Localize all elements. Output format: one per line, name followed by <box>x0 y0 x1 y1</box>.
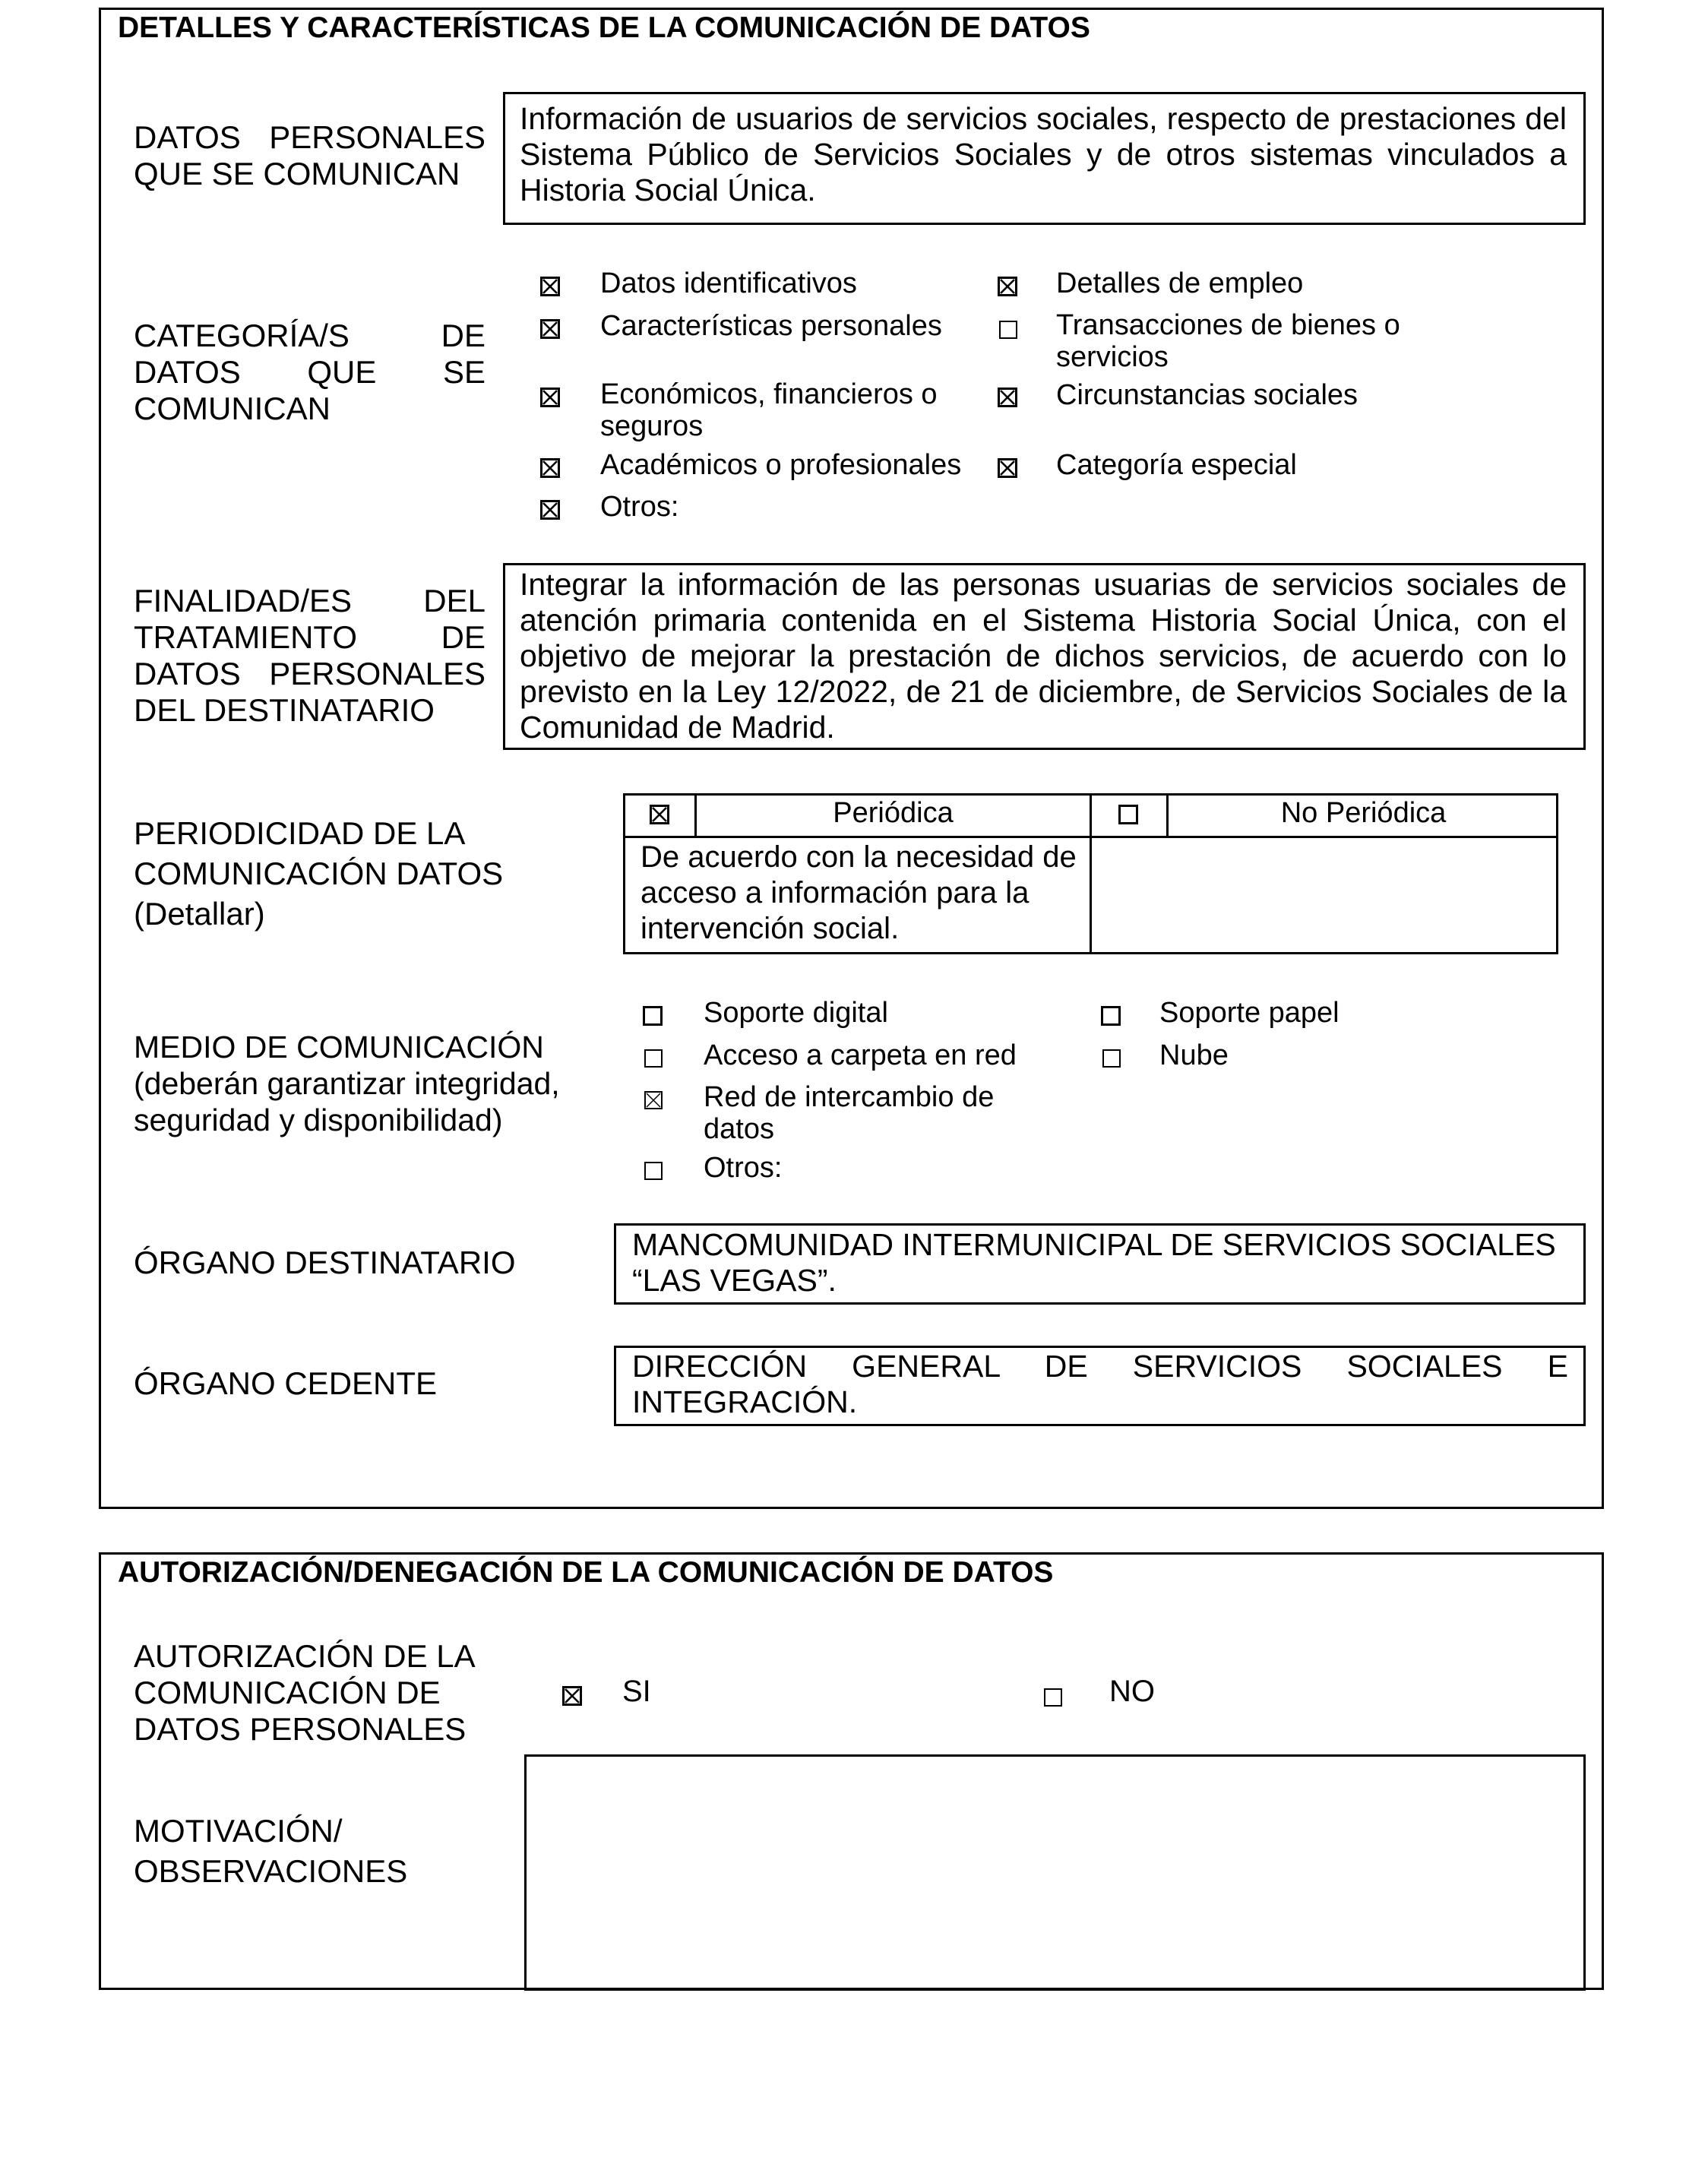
checkbox-transacciones[interactable] <box>999 321 1017 339</box>
label-caracteristicas-personales: Características personales <box>600 310 942 342</box>
check-x-icon <box>542 321 558 337</box>
check-x-icon <box>542 502 558 517</box>
check-x-icon <box>1000 460 1015 476</box>
label-no-periodica: No Periódica <box>1280 797 1447 829</box>
checkbox-otros-medio[interactable] <box>644 1162 663 1180</box>
periodicidad-table-vline-mid <box>1090 793 1092 954</box>
label-nube: Nube <box>1159 1039 1229 1071</box>
label-si: SI <box>622 1675 651 1708</box>
checkbox-soporte-papel[interactable] <box>1101 1006 1121 1026</box>
checkbox-caracteristicas-personales[interactable] <box>540 319 560 339</box>
check-x-icon <box>1000 279 1015 294</box>
checkbox-detalles-empleo[interactable] <box>998 277 1017 296</box>
periodicidad-detalle: De acuerdo con la necesidad de acceso a información para la intervención social. <box>640 840 1077 945</box>
finalidad-label: FINALIDAD/ES DEL TRATAMIENTO DE DATOS PERSONALES DEL DESTINATARIO <box>134 583 486 728</box>
cedente-value: DIRECCIÓN GENERAL DE SERVICIOS SOCIALES E INTEGRACIÓN. <box>632 1349 1568 1419</box>
label-no: NO <box>1109 1675 1155 1708</box>
checkbox-soporte-digital[interactable] <box>643 1006 663 1026</box>
label-economicos: Económicos, financieros o seguros <box>600 378 938 442</box>
finalidad-value: Integrar la información de las personas usuarias de servicios sociales de atención primaria contenida en el Sistema Historia Social Única, con el objetivo de mejorar la prestación de dichos servicios, de acuerdo con lo previsto en la Ley 12/2022, de 21 de diciembre, de Servicios Sociales de la Comunidad de Madrid. <box>520 567 1567 745</box>
check-x-icon <box>565 1688 580 1704</box>
destinatario-label: ÓRGANO DESTINATARIO <box>134 1245 516 1280</box>
motivacion-label: MOTIVACIÓN/ OBSERVACIONES <box>134 1813 408 1889</box>
label-soporte-papel: Soporte papel <box>1159 997 1340 1029</box>
check-x-icon <box>542 279 558 294</box>
checkbox-no[interactable] <box>1044 1688 1062 1707</box>
label-carpeta-red: Acceso a carpeta en red <box>704 1039 1017 1071</box>
cedente-label: ÓRGANO CEDENTE <box>134 1365 438 1401</box>
checkbox-datos-identificativos[interactable] <box>540 277 560 296</box>
check-x-icon <box>542 460 558 476</box>
label-otros-medio: Otros: <box>704 1152 783 1184</box>
checkbox-carpeta-red[interactable] <box>644 1049 663 1068</box>
periodicidad-label: PERIODICIDAD DE LA COMUNICACIÓN DATOS (Detallar) <box>134 815 504 932</box>
categorias-label: CATEGORÍA/S DE DATOS QUE SE COMUNICAN <box>134 318 486 426</box>
checkbox-circunstancias-sociales[interactable] <box>998 388 1017 407</box>
autorizacion-label: AUTORIZACIÓN DE LA COMUNICACIÓN DE DATOS PERSONALES <box>134 1638 476 1747</box>
motivacion-value <box>527 1757 1583 1772</box>
authorization-section-title: AUTORIZACIÓN/DENEGACIÓN DE LA COMUNICACIÓN DE DATOS <box>118 1556 1054 1589</box>
check-x-icon <box>1000 390 1015 405</box>
label-soporte-digital: Soporte digital <box>704 997 888 1029</box>
label-detalles-empleo: Detalles de empleo <box>1056 267 1304 299</box>
label-periodica: Periódica <box>833 797 954 829</box>
datos-personales-value: Información de usuarios de servicios sociales, respecto de prestaciones del Sistema Público de Servicios Sociales y de otros sistemas vinculados a Historia Social Única. <box>520 101 1567 207</box>
label-transacciones: Transacciones de bienes o servicios <box>1056 309 1400 373</box>
label-categoria-especial: Categoría especial <box>1056 449 1297 481</box>
destinatario-value: MANCOMUNIDAD INTERMUNICIPAL DE SERVICIOS SOCIALES “LAS VEGAS”. <box>632 1227 1556 1298</box>
checkbox-academicos[interactable] <box>540 458 560 478</box>
checkbox-nube[interactable] <box>1102 1049 1121 1068</box>
checkbox-red-intercambio[interactable] <box>644 1091 663 1109</box>
label-otros-categoria: Otros: <box>600 491 679 523</box>
datos-personales-label: DATOS PERSONALES QUE SE COMUNICAN <box>134 119 486 191</box>
checkbox-periodica[interactable] <box>650 805 669 824</box>
label-datos-identificativos: Datos identificativos <box>600 267 857 299</box>
checkbox-otros-categoria[interactable] <box>540 500 560 520</box>
check-x-icon <box>652 807 667 822</box>
checkbox-economicos[interactable] <box>540 388 560 407</box>
checkbox-no-periodica[interactable] <box>1118 805 1138 824</box>
medio-label: MEDIO DE COMUNICACIÓN (deberán garantizar integridad, seguridad y disponibilidad) <box>134 1030 560 1137</box>
checkbox-categoria-especial[interactable] <box>998 458 1017 478</box>
checkbox-si[interactable] <box>562 1686 582 1706</box>
label-circunstancias-sociales: Circunstancias sociales <box>1056 379 1358 411</box>
check-x-icon <box>542 390 558 405</box>
label-academicos: Académicos o profesionales <box>600 449 962 481</box>
motivacion-box[interactable] <box>524 1754 1586 1991</box>
label-red-intercambio: Red de intercambio de datos <box>704 1081 995 1145</box>
check-x-icon <box>646 1093 661 1108</box>
details-section-title: DETALLES Y CARACTERÍSTICAS DE LA COMUNICACIÓN DE DATOS <box>118 11 1090 44</box>
